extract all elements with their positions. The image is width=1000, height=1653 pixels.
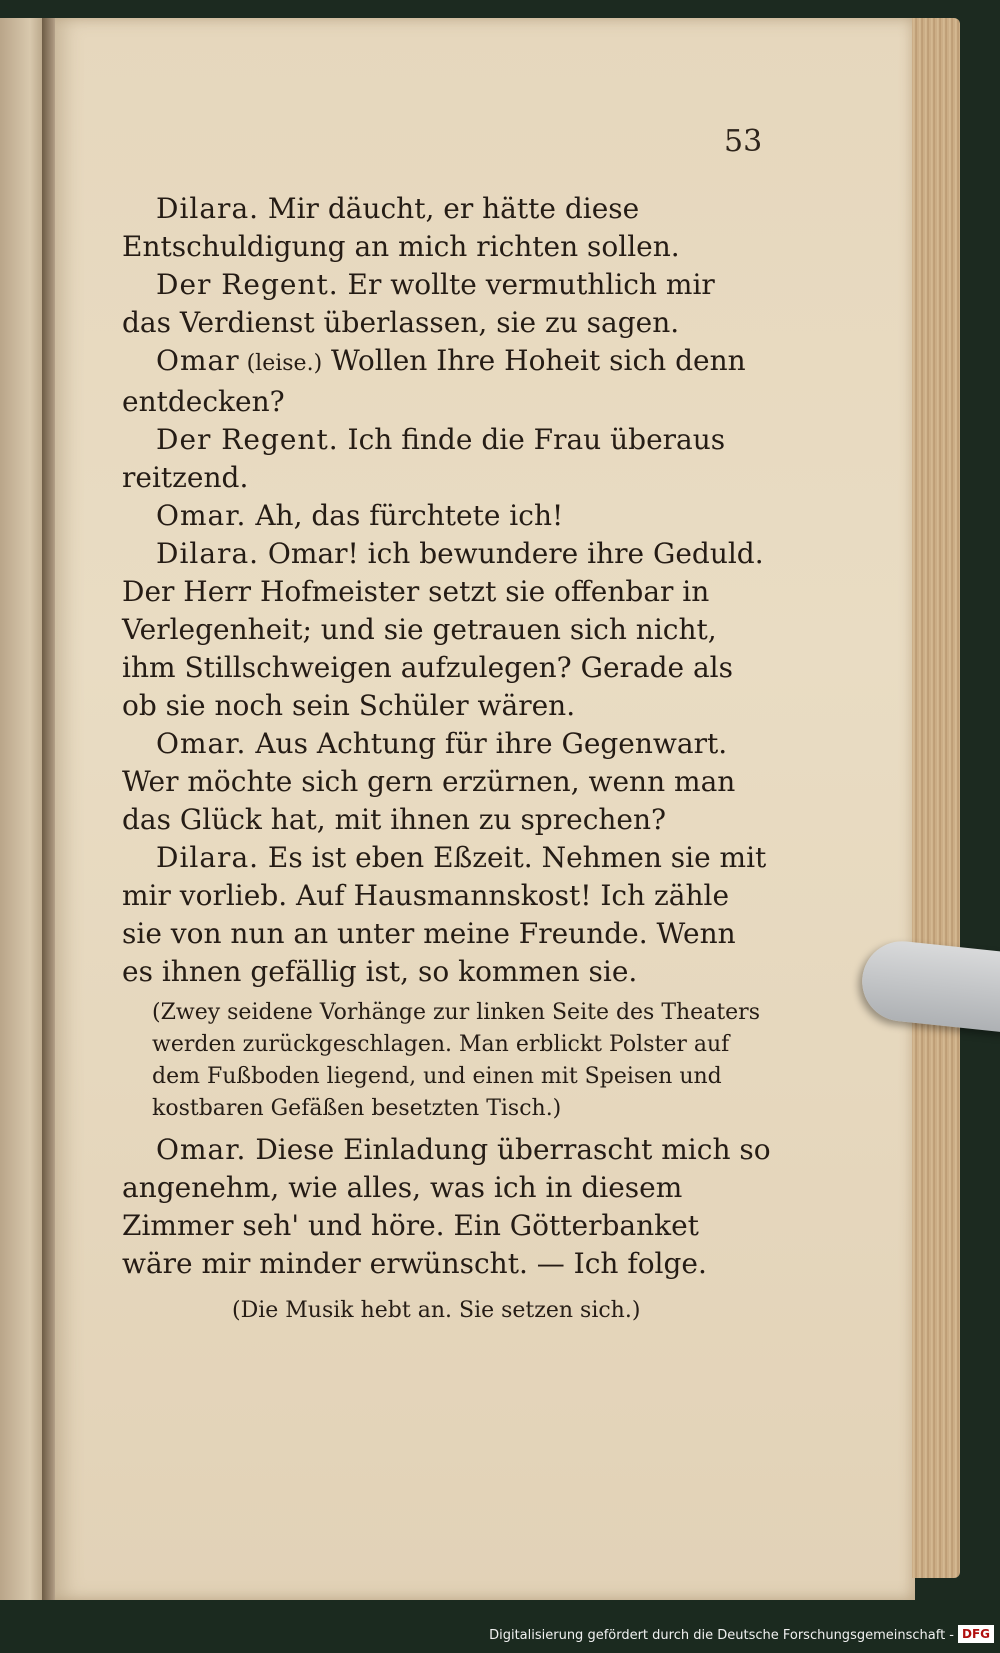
stage-direction: (Zwey seidene Vorhänge zur linken Seite des Theaters werden zurückgeschlagen. Man erblickt Polster auf dem Fußboden liegend, und einen mit Speisen und kostbaren Gefäßen besetzten Tisch.) — [152, 1000, 760, 1121]
dialogue-paragraph — [122, 535, 772, 725]
speaker-name: Dilara. — [156, 841, 260, 874]
dfg-logo: DFG — [958, 1625, 994, 1643]
speaker-name: Dilara. — [156, 537, 260, 570]
speaker-name: Omar — [156, 344, 240, 377]
speaker-name: Omar. — [156, 1133, 247, 1166]
dialogue-paragraph — [122, 839, 772, 991]
dialogue-text: Diese Einladung überrascht mich so angenehm, wie alles, was ich in diesem Zimmer seh' und höre. Ein Götterbanket wäre mir minder erwünscht. — Ich folge. — [122, 1133, 771, 1280]
dialogue-text: Wollen Ihre Hoheit sich denn entdecken? — [122, 344, 746, 418]
stage-note: (leise.) — [239, 351, 323, 376]
funding-credit: Digitalisierung gefördert durch die Deutsche Forschungsgemeinschaft - — [489, 1628, 954, 1643]
dialogue-paragraph — [122, 497, 772, 535]
dialogue-text: Es ist eben Eßzeit. Nehmen sie mit mir vorlieb. Auf Hausmannskost! Ich zähle sie von nun an unter meine Freunde. Wenn es ihnen gefällig ist, so kommen sie. — [122, 841, 767, 988]
dialogue-text: Ah, das fürchtete ich! — [246, 499, 564, 532]
page-number: 53 — [724, 124, 763, 159]
dialogue-paragraph — [122, 1131, 772, 1283]
speaker-name: Omar. — [156, 499, 247, 532]
dialogue-text: Er wollte vermuthlich mir das Verdienst überlassen, sie zu sagen. — [122, 268, 715, 339]
stage-direction: (Die Musik hebt an. Sie setzen sich.) — [232, 1298, 641, 1323]
dialogue-paragraph — [122, 190, 772, 266]
speaker-name: Der Regent. — [156, 268, 339, 301]
speaker-name: Dilara. — [156, 192, 260, 225]
dialogue-paragraph — [122, 266, 772, 342]
scan-background-strip — [0, 1600, 1000, 1653]
dialogue-paragraph — [122, 342, 772, 421]
speaker-name: Omar. — [156, 727, 247, 760]
dialogue-paragraph — [122, 421, 772, 497]
dialogue-text: Mir däucht, er hätte diese Entschuldigung an mich richten sollen. — [122, 192, 680, 263]
speaker-name: Der Regent. — [156, 423, 339, 456]
dialogue-paragraph — [122, 725, 772, 839]
dialogue-text: Aus Achtung für ihre Gegenwart. Wer möchte sich gern erzürnen, wenn man das Glück hat, mit ihnen zu sprechen? — [122, 727, 736, 836]
page-text — [122, 190, 772, 1327]
dialogue-text: Omar! ich bewundere ihre Geduld. Der Herr Hofmeister setzt sie offenbar in Verlegenheit; und sie getrauen sich nicht, ihm Stillschweigen aufzulegen? Gerade als ob sie noch sein Schüler wären. — [122, 537, 764, 722]
page-stack-edge — [912, 18, 960, 1578]
dialogue-text: Ich finde die Frau überaus reitzend. — [122, 423, 726, 494]
